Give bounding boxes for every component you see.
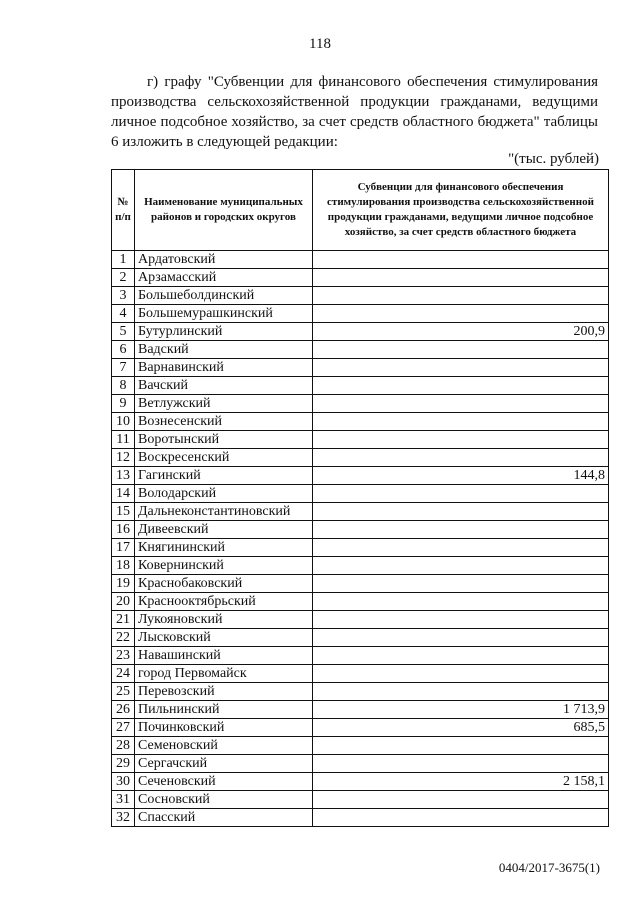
subsidy-value <box>313 791 609 809</box>
table-row <box>112 395 609 413</box>
row-number: 6 <box>112 341 135 359</box>
row-number: 13 <box>112 467 135 485</box>
district-name: Сеченовский <box>135 773 313 791</box>
subsidy-value <box>313 287 609 305</box>
subsidy-value: 2 158,1 <box>313 773 609 791</box>
subsidy-value <box>313 395 609 413</box>
subsidy-value <box>313 539 609 557</box>
row-number: 25 <box>112 683 135 701</box>
subsidy-value <box>313 251 609 269</box>
intro-text: г) графу "Субвенции для финансового обеспечения стимулирования производства сельскохозяйственной продукции гражданами, ведущими личное подсобное хозяйство, за счет средств областного бюджета" таблицы 6 изложить в следующей редакции: <box>111 74 598 150</box>
subsidy-value <box>313 629 609 647</box>
row-number: 21 <box>112 611 135 629</box>
subsidy-value <box>313 413 609 431</box>
header-num: № п/п <box>112 170 135 251</box>
subsidy-value <box>313 755 609 773</box>
row-number: 2 <box>112 269 135 287</box>
district-name: Большеболдинский <box>135 287 313 305</box>
district-name: Пильнинский <box>135 701 313 719</box>
table-row <box>112 683 609 701</box>
table-row <box>112 467 609 485</box>
row-number: 26 <box>112 701 135 719</box>
subsidy-table <box>111 169 609 827</box>
district-name: Дальнеконстантиновский <box>135 503 313 521</box>
row-number: 14 <box>112 485 135 503</box>
table-row <box>112 341 609 359</box>
row-number: 32 <box>112 809 135 827</box>
subsidy-value <box>313 809 609 827</box>
table-row <box>112 377 609 395</box>
row-number: 11 <box>112 431 135 449</box>
district-name: Краснооктябрьский <box>135 593 313 611</box>
row-number: 9 <box>112 395 135 413</box>
table-row <box>112 557 609 575</box>
row-number: 29 <box>112 755 135 773</box>
table-row <box>112 305 609 323</box>
row-number: 12 <box>112 449 135 467</box>
subsidy-value <box>313 647 609 665</box>
table-row <box>112 413 609 431</box>
district-name: Сосновский <box>135 791 313 809</box>
row-number: 16 <box>112 521 135 539</box>
district-name: Краснобаковский <box>135 575 313 593</box>
row-number: 5 <box>112 323 135 341</box>
subsidy-value <box>313 575 609 593</box>
row-number: 7 <box>112 359 135 377</box>
table-row <box>112 431 609 449</box>
district-name: Вознесенский <box>135 413 313 431</box>
district-name: Спасский <box>135 809 313 827</box>
row-number: 22 <box>112 629 135 647</box>
district-name: Дивеевский <box>135 521 313 539</box>
subsidy-value: 144,8 <box>313 467 609 485</box>
district-name: Воскресенский <box>135 449 313 467</box>
district-name: Варнавинский <box>135 359 313 377</box>
row-number: 10 <box>112 413 135 431</box>
table-row <box>112 269 609 287</box>
table-row <box>112 755 609 773</box>
district-name: Володарский <box>135 485 313 503</box>
subsidy-value <box>313 521 609 539</box>
table-row <box>112 647 609 665</box>
row-number: 17 <box>112 539 135 557</box>
table-row <box>112 323 609 341</box>
table-row <box>112 503 609 521</box>
row-number: 8 <box>112 377 135 395</box>
row-number: 23 <box>112 647 135 665</box>
district-name: Сергачский <box>135 755 313 773</box>
subsidy-value <box>313 341 609 359</box>
district-name: Перевозский <box>135 683 313 701</box>
table-row <box>112 539 609 557</box>
subsidy-value <box>313 593 609 611</box>
table-body <box>112 251 609 827</box>
district-name: Арзамасский <box>135 269 313 287</box>
table-row <box>112 701 609 719</box>
table-row <box>112 791 609 809</box>
subsidy-value <box>313 485 609 503</box>
subsidy-value: 200,9 <box>313 323 609 341</box>
page-number: 118 <box>309 36 331 52</box>
document-code: 0404/2017-3675(1) <box>498 860 600 875</box>
row-number: 4 <box>112 305 135 323</box>
row-number: 15 <box>112 503 135 521</box>
table-row <box>112 773 609 791</box>
subsidy-value <box>313 737 609 755</box>
subsidy-value: 685,5 <box>313 719 609 737</box>
header-value: Субвенции для финансового обеспечения стимулирования производства сельскохозяйственной продукции гражданами, ведущими личное подсобное хозяйство, за счет средств областного бюджета <box>313 170 609 251</box>
district-name: Бутурлинский <box>135 323 313 341</box>
table-row <box>112 485 609 503</box>
row-number: 19 <box>112 575 135 593</box>
table-row <box>112 809 609 827</box>
subsidy-value <box>313 359 609 377</box>
header-name: Наименование муниципальных районов и городских округов <box>135 170 313 251</box>
row-number: 28 <box>112 737 135 755</box>
table-header-row <box>112 170 609 251</box>
units-label: "(тыс. рублей) <box>508 151 599 167</box>
subsidy-value <box>313 557 609 575</box>
district-name: Княгининский <box>135 539 313 557</box>
table-row <box>112 251 609 269</box>
row-number: 1 <box>112 251 135 269</box>
subsidy-value <box>313 449 609 467</box>
district-name: Навашинский <box>135 647 313 665</box>
district-name: Ковернинский <box>135 557 313 575</box>
subsidy-value: 1 713,9 <box>313 701 609 719</box>
district-name: Вачский <box>135 377 313 395</box>
row-number: 30 <box>112 773 135 791</box>
intro-paragraph <box>111 72 598 152</box>
subsidy-value <box>313 431 609 449</box>
subsidy-value <box>313 269 609 287</box>
table-row <box>112 449 609 467</box>
table-row <box>112 611 609 629</box>
row-number: 3 <box>112 287 135 305</box>
district-name: Ветлужский <box>135 395 313 413</box>
district-name: Гагинский <box>135 467 313 485</box>
table-row <box>112 719 609 737</box>
table-row <box>112 737 609 755</box>
subsidy-value <box>313 611 609 629</box>
district-name: Большемурашкинский <box>135 305 313 323</box>
subsidy-value <box>313 377 609 395</box>
district-name: Вадский <box>135 341 313 359</box>
row-number: 18 <box>112 557 135 575</box>
row-number: 31 <box>112 791 135 809</box>
table-row <box>112 287 609 305</box>
table-row <box>112 629 609 647</box>
row-number: 27 <box>112 719 135 737</box>
district-name: Воротынский <box>135 431 313 449</box>
table-row <box>112 521 609 539</box>
district-name: Ардатовский <box>135 251 313 269</box>
table-row <box>112 593 609 611</box>
row-number: 24 <box>112 665 135 683</box>
table-row <box>112 665 609 683</box>
table-row <box>112 575 609 593</box>
district-name: Семеновский <box>135 737 313 755</box>
subsidy-value <box>313 683 609 701</box>
table-row <box>112 359 609 377</box>
subsidy-value <box>313 503 609 521</box>
row-number: 20 <box>112 593 135 611</box>
district-name: Починковский <box>135 719 313 737</box>
district-name: город Первомайск <box>135 665 313 683</box>
district-name: Лысковский <box>135 629 313 647</box>
district-name: Лукояновский <box>135 611 313 629</box>
subsidy-value <box>313 665 609 683</box>
subsidy-value <box>313 305 609 323</box>
